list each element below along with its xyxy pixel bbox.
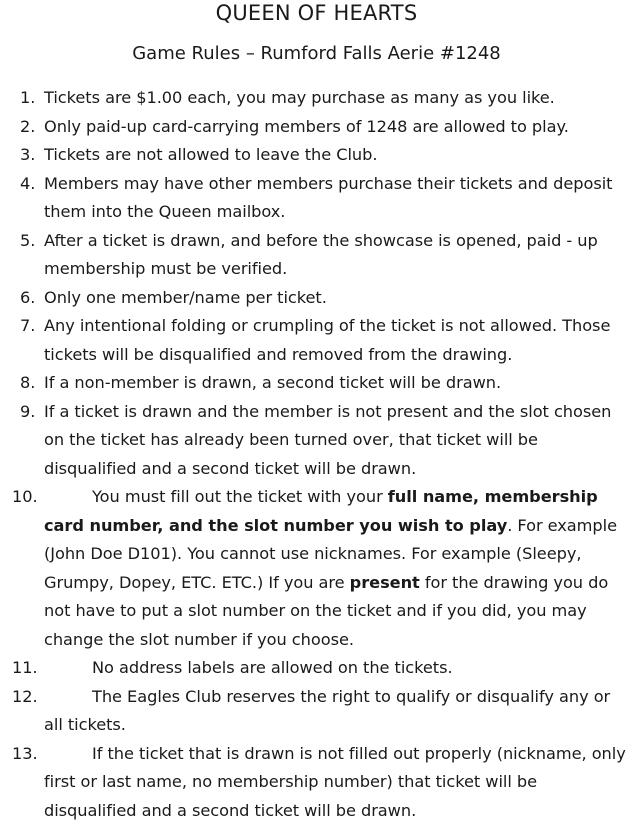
- rule-number: 7.: [20, 312, 35, 341]
- rule-number: 4.: [20, 170, 35, 199]
- rule-number: 10.: [12, 483, 38, 512]
- rule-text: If the ticket that is drawn is not filled out properly (nickname, only first or last name, no membership number) that ticket will be disqualified and a second ticket will be drawn.: [44, 744, 626, 820]
- rule-text: Any intentional folding or crumpling of the ticket is not allowed. Those tickets will be disqualified and removed from the drawing.: [44, 316, 610, 364]
- rule-item-12: [0, 683, 633, 740]
- rule-item-6: [0, 284, 633, 313]
- rule-item-4: [0, 170, 633, 227]
- rule-item-7: [0, 312, 633, 369]
- rule-number: 12.: [12, 683, 38, 712]
- rule-text: After a ticket is drawn, and before the showcase is opened, paid - up membership must be verified.: [44, 231, 598, 279]
- rule-item-8: [0, 369, 633, 398]
- rule-number: 9.: [20, 398, 35, 427]
- rule-item-11: [0, 654, 633, 683]
- document-title: QUEEN OF HEARTS: [0, 0, 633, 26]
- rule-text: Tickets are $1.00 each, you may purchase as many as you like.: [44, 88, 555, 107]
- rule-text: The Eagles Club reserves the right to qualify or disqualify any or all tickets.: [44, 687, 610, 735]
- rules-list: [0, 84, 633, 825]
- rule-number: 1.: [20, 84, 35, 113]
- rule-number: 6.: [20, 284, 35, 313]
- rule-number: 2.: [20, 113, 35, 142]
- rule-text: Only one member/name per ticket.: [44, 288, 327, 307]
- rule-text: Tickets are not allowed to leave the Club.: [44, 145, 377, 164]
- rule-item-1: [0, 84, 633, 113]
- rule-item-5: [0, 227, 633, 284]
- rule-text: No address labels are allowed on the tickets.: [92, 658, 453, 677]
- rule-item-13: [0, 740, 633, 825]
- rule-text: Only paid-up card-carrying members of 1248 are allowed to play.: [44, 117, 569, 136]
- rule-item-2: [0, 113, 633, 142]
- rule-text: If a non-member is drawn, a second ticket will be drawn.: [44, 373, 501, 392]
- rule-text: If a ticket is drawn and the member is not present and the slot chosen on the ticket has already been turned over, that ticket will be disqualified and a second ticket will be drawn.: [44, 402, 611, 478]
- rule-text-bold: full name, membership card number, and the slot number you wish to play: [44, 487, 598, 535]
- rule-item-9: [0, 398, 633, 484]
- rule-item-10: [0, 483, 633, 654]
- rule-number: 11.: [12, 654, 38, 683]
- rule-number: 8.: [20, 369, 35, 398]
- rule-text: for the drawing you do not have to put a slot number on the ticket and if you did, you may change the slot number if you choose.: [44, 573, 608, 649]
- rule-number: 13.: [12, 740, 38, 769]
- rule-item-3: [0, 141, 633, 170]
- rule-text: You must fill out the ticket with your: [92, 487, 388, 506]
- document-subtitle: Game Rules – Rumford Falls Aerie #1248: [0, 42, 633, 66]
- rule-text: . For example (John Doe D101). You cannot use nicknames. For example (Sleepy, Grumpy, Dopey, ETC. ETC.) If you are: [44, 516, 617, 592]
- rule-text: Members may have other members purchase their tickets and deposit them into the Queen mailbox.: [44, 174, 612, 222]
- rule-number: 5.: [20, 227, 35, 256]
- rule-text-bold: present: [350, 573, 420, 592]
- rule-number: 3.: [20, 141, 35, 170]
